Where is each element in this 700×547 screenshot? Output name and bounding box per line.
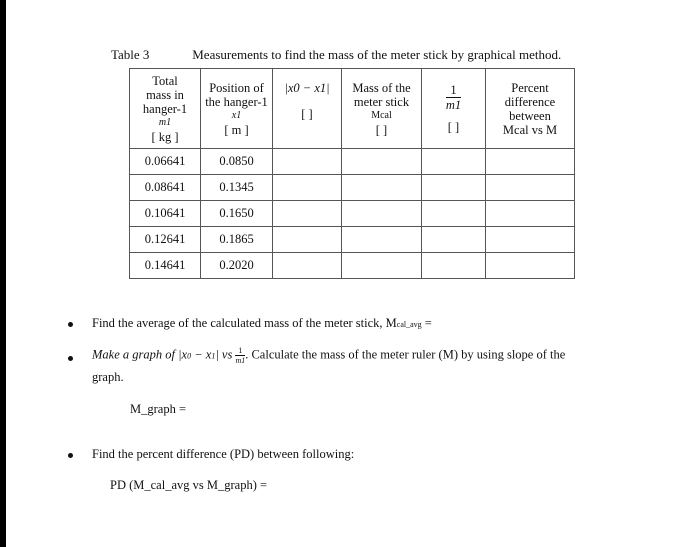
fraction-denominator: m1 bbox=[445, 98, 462, 112]
measurements-table bbox=[129, 68, 575, 279]
header-text: between bbox=[509, 108, 551, 123]
header-text: Total bbox=[152, 73, 178, 88]
header-displacement bbox=[273, 69, 342, 149]
cell-empty bbox=[486, 175, 575, 201]
cell-empty bbox=[422, 227, 486, 253]
cell-x1: 0.2020 bbox=[201, 253, 273, 279]
instruction-text: − x bbox=[191, 347, 212, 362]
cell-empty bbox=[422, 149, 486, 175]
table-row bbox=[130, 201, 575, 227]
table-row bbox=[130, 253, 575, 279]
header-text: the hanger-1 bbox=[205, 94, 268, 109]
cell-empty bbox=[342, 149, 422, 175]
cell-empty bbox=[422, 175, 486, 201]
instruction-text: Make a graph of |x bbox=[92, 347, 188, 362]
instruction-text: = bbox=[421, 316, 432, 330]
header-symbol: m1 bbox=[158, 116, 172, 128]
cell-empty bbox=[273, 149, 342, 175]
header-symbol: |x0 − x1| bbox=[284, 81, 330, 95]
cell-empty bbox=[342, 175, 422, 201]
cell-m1: 0.12641 bbox=[130, 227, 201, 253]
instruction-make-graph: Make a graph of |x0 − x1| vs $\frac{1}{m1}$ . Calculate the mass of the meter ruler (M) by using slope of the bbox=[92, 346, 566, 365]
inline-fraction: $\frac{1}{m1}$ bbox=[235, 346, 246, 365]
header-total-mass bbox=[130, 69, 201, 149]
cell-empty bbox=[486, 201, 575, 227]
cell-empty bbox=[486, 149, 575, 175]
table-row bbox=[130, 149, 575, 175]
inverse-mass-fraction bbox=[446, 83, 461, 112]
cell-x1: 0.1650 bbox=[201, 201, 273, 227]
header-symbol: Mcal bbox=[371, 109, 392, 121]
table-title: Measurements to find the mass of the meter stick by graphical method. bbox=[192, 47, 562, 62]
cell-m1: 0.14641 bbox=[130, 253, 201, 279]
cell-x1: 0.1345 bbox=[201, 175, 273, 201]
header-mass-stick bbox=[342, 69, 422, 149]
header-inverse-mass bbox=[422, 69, 486, 149]
instruction-text: Find the average of the calculated mass of the meter stick, M bbox=[92, 316, 397, 330]
table-caption bbox=[111, 47, 561, 63]
cell-empty bbox=[422, 201, 486, 227]
bullet-icon bbox=[68, 356, 73, 361]
cell-m1: 0.10641 bbox=[130, 201, 201, 227]
header-text: Mcal vs M bbox=[502, 122, 558, 137]
cell-empty bbox=[273, 227, 342, 253]
header-text: Mass of the bbox=[352, 80, 411, 95]
cell-empty bbox=[342, 227, 422, 253]
cell-x1: 0.0850 bbox=[201, 149, 273, 175]
table-row bbox=[130, 175, 575, 201]
header-unit: [ ] bbox=[447, 120, 460, 134]
bullet-icon bbox=[68, 322, 73, 327]
cell-empty bbox=[273, 253, 342, 279]
header-percent-diff bbox=[486, 69, 575, 149]
header-text: Percent bbox=[511, 80, 549, 95]
instruction-percent-diff: Find the percent difference (PD) between following: bbox=[92, 447, 355, 461]
cell-empty bbox=[342, 201, 422, 227]
subscript: cal_avg bbox=[396, 320, 422, 329]
table-label: Table 3 bbox=[111, 47, 150, 62]
header-unit: [ ] bbox=[301, 107, 313, 121]
header-unit: [ m ] bbox=[224, 122, 249, 137]
fraction-numerator: 1 bbox=[446, 83, 461, 98]
cell-m1: 0.06641 bbox=[130, 149, 201, 175]
cell-empty bbox=[273, 175, 342, 201]
instruction-average-mass bbox=[92, 316, 432, 331]
cell-m1: 0.08641 bbox=[130, 175, 201, 201]
cell-empty bbox=[486, 227, 575, 253]
header-text: mass in bbox=[146, 87, 184, 102]
header-unit: [ kg ] bbox=[151, 129, 179, 144]
instruction-text: | vs bbox=[215, 347, 233, 362]
header-text: Position of bbox=[209, 80, 264, 95]
pd-line: PD (M_cal_avg vs M_graph) = bbox=[110, 478, 268, 492]
cell-empty bbox=[422, 253, 486, 279]
instruction-graph-word: graph. bbox=[92, 370, 124, 384]
cell-empty bbox=[342, 253, 422, 279]
header-row bbox=[130, 69, 575, 149]
mgraph-line: M_graph = bbox=[130, 402, 186, 416]
header-unit: [ ] bbox=[375, 122, 388, 137]
header-text: meter stick bbox=[353, 94, 410, 109]
cell-empty bbox=[486, 253, 575, 279]
header-text: hanger-1 bbox=[142, 101, 188, 116]
cell-x1: 0.1865 bbox=[201, 227, 273, 253]
left-edge-bar bbox=[0, 0, 6, 547]
table-row bbox=[130, 227, 575, 253]
instruction-text: . Calculate the mass of the meter ruler (M) by using slope of the bbox=[245, 347, 566, 362]
header-position bbox=[201, 69, 273, 149]
header-text: difference bbox=[504, 94, 556, 109]
header-symbol: x1 bbox=[231, 109, 242, 121]
cell-empty bbox=[273, 201, 342, 227]
bullet-icon bbox=[68, 453, 73, 458]
